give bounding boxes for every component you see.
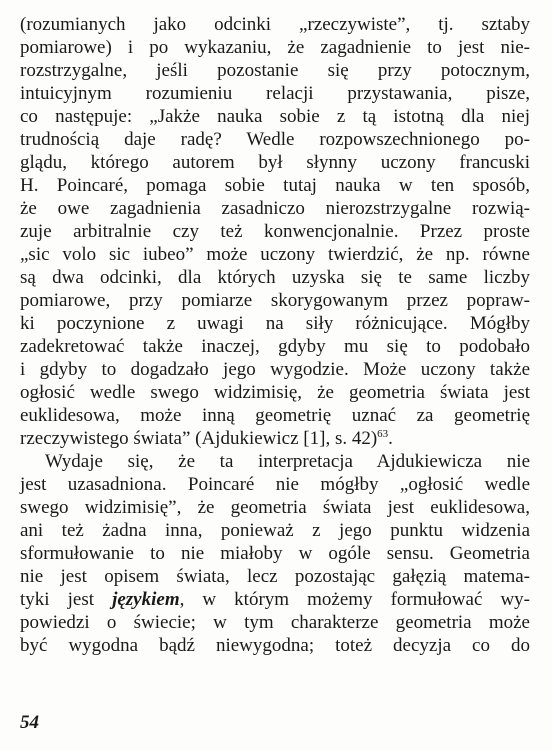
text-line: H. Poincaré, pomaga sobie tutaj nauka w ten sposób, <box>20 175 530 196</box>
text-line: sformułowanie to nie miałoby w ogóle sensu. Geometria <box>20 543 530 564</box>
text-line: ki poczynione z uwagi na siły różnicujące. Mógłby <box>20 313 530 334</box>
text-line: swego widzimisię”, że geometria świata jest euklidesowa, <box>20 497 530 518</box>
text-line <box>20 427 530 450</box>
text-line: są dwa odcinki, dla których uzyska się te same liczby <box>20 267 530 288</box>
text-line-content: rzeczywistego świata” (Ajdukiewicz [1], s. 42) <box>20 428 378 449</box>
text-line: i gdyby to dogadzało jego wygodzie. Może uczony także <box>20 359 530 380</box>
text-line: zadekretować także inaczej, gdyby mu się to podobało <box>20 336 530 357</box>
text-line: rozstrzygalne, jeśli pozostanie się przy potocznym, <box>20 60 530 81</box>
text-line: pomiarowe) i po wykazaniu, że zagadnienie to jest nie- <box>20 37 530 58</box>
text-line: euklidesowa, może inną geometrię uznać za geometrię <box>20 405 530 426</box>
text-line <box>20 588 530 611</box>
text-line: intuicyjnym rozumieniu relacji przystawania, pisze, <box>20 83 530 104</box>
text-line: co następuje: „Jakże nauka sobie z tą istotną dla niej <box>20 106 530 127</box>
footnote-reference[interactable]: 63 <box>377 428 389 440</box>
text-line: glądu, którego autorem był słynny uczony francuski <box>20 152 530 173</box>
text-line: ani też żadna inna, ponieważ z jego punktu widzenia <box>20 520 530 541</box>
text-line: nie jest opisem świata, lecz pozostając gałęzią matema- <box>20 566 530 587</box>
emphasized-word: językiem <box>112 589 180 610</box>
page-number: 54 <box>20 712 39 733</box>
paragraph-first-line: Wydaje się, że ta interpretacja Ajdukiewicza nie <box>45 451 530 472</box>
text-line: powiedzi o świecie; w tym charakterze geometria może <box>20 612 530 633</box>
footnote-reference-suffix: . <box>388 428 393 449</box>
text-line: „sic volo sic iubeo” może uczony twierdzić, że np. równe <box>20 244 530 265</box>
text-line: że owe zagadnienia zasadniczo nierozstrzygalne rozwią- <box>20 198 530 219</box>
text-line-content: , w którym możemy formułować wy- <box>179 589 530 610</box>
text-line: ogłosić wedle swego widzimisię, że geometria świata jest <box>20 382 530 403</box>
text-line: (rozumianych jako odcinki „rzeczywiste”, tj. sztaby <box>20 14 530 35</box>
text-line: trudnością daje radę? Wedle rozpowszechnionego po- <box>20 129 530 150</box>
text-line: być wygodna bądź niewygodna; toteż decyzja co do <box>20 635 530 656</box>
text-line: pomiarowe, przy pomiarze skorygowanym przez popraw- <box>20 290 530 311</box>
text-line-content: tyki jest <box>20 589 94 610</box>
text-line: jest uzasadniona. Poincaré nie mógłby „ogłosić wedle <box>20 474 530 495</box>
text-line: zuje arbitralnie czy też konwencjonalnie. Przez proste <box>20 221 530 242</box>
